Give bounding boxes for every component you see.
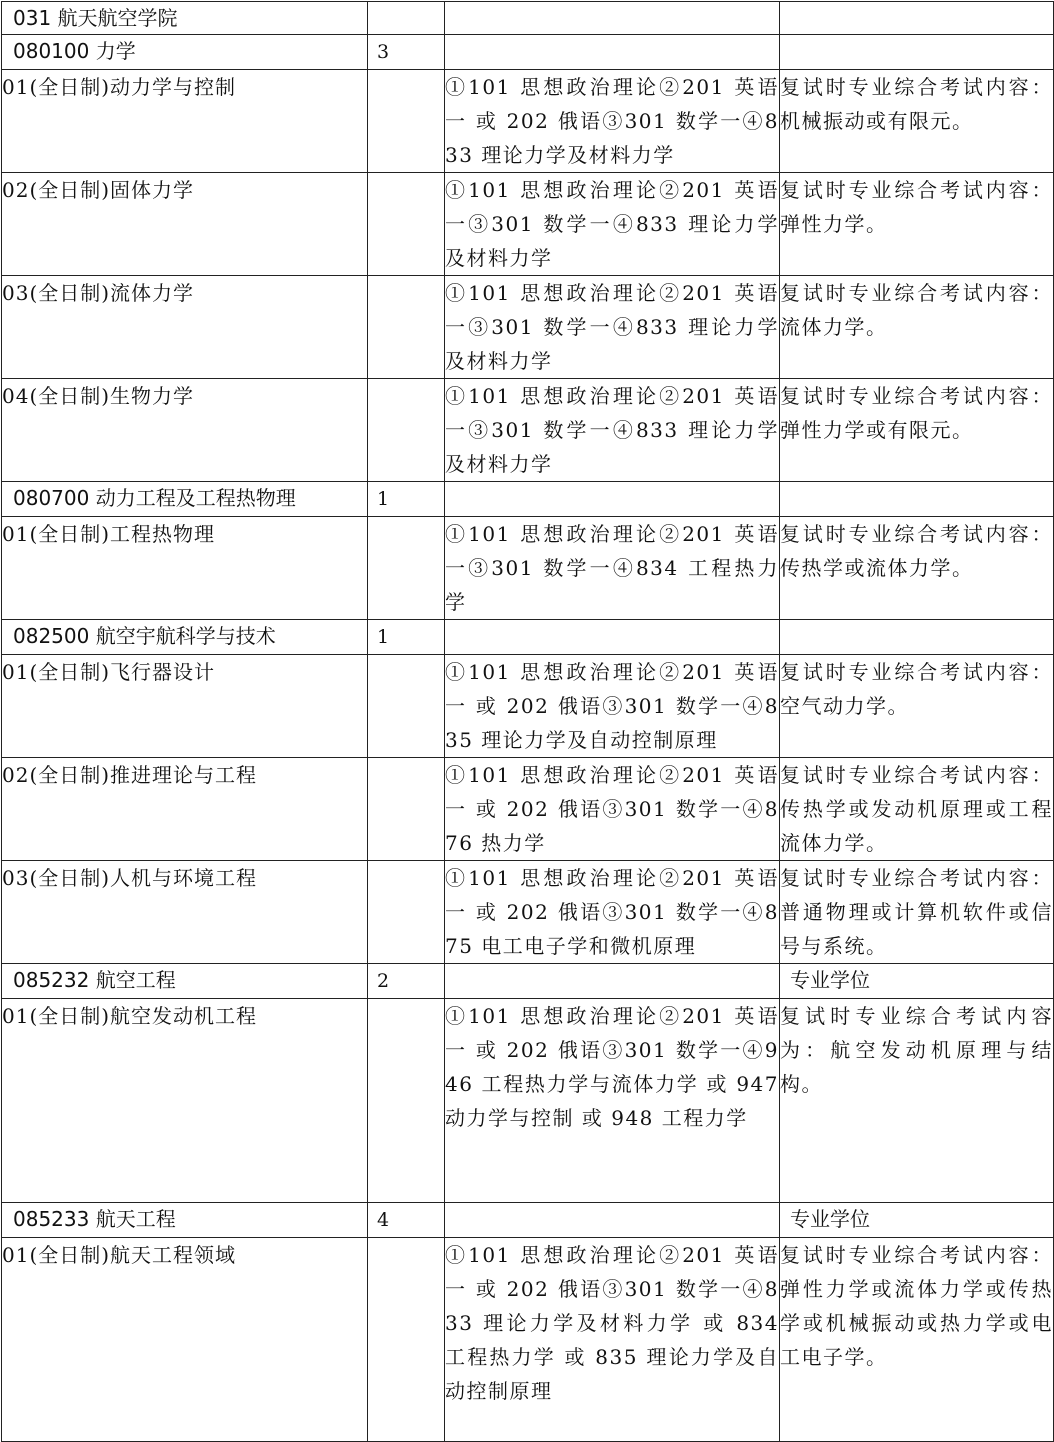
direction-name: 01(全日制)工程热物理 bbox=[2, 517, 368, 620]
exam-subjects: ①101 思想政治理论②201 英语一 或 202 俄语③301 数学一④833 理论力学及材料力学 bbox=[445, 70, 780, 173]
major-name: 085232 航空工程 bbox=[2, 964, 368, 999]
enrollment-count: 1 bbox=[368, 620, 445, 655]
enrollment-count bbox=[368, 1238, 445, 1442]
enrollment-count bbox=[368, 2, 445, 35]
remark-cell bbox=[780, 2, 1054, 35]
major-row bbox=[2, 35, 1054, 70]
degree-type-note: 专业学位 bbox=[780, 964, 1054, 999]
direction-row bbox=[2, 173, 1054, 276]
exam-subjects: ①101 思想政治理论②201 英语一 或 202 俄语③301 数学一④833 理论力学及材料力学 或 834 工程热力学 或 835 理论力学及自动控制原理 bbox=[445, 1238, 780, 1442]
college-row bbox=[2, 2, 1054, 35]
major-row bbox=[2, 482, 1054, 517]
direction-name: 01(全日制)航天工程领域 bbox=[2, 1238, 368, 1442]
enrollment-count bbox=[368, 655, 445, 758]
enrollment-count: 1 bbox=[368, 482, 445, 517]
direction-name: 01(全日制)动力学与控制 bbox=[2, 70, 368, 173]
major-name: 085233 航天工程 bbox=[2, 1203, 368, 1238]
direction-row bbox=[2, 276, 1054, 379]
direction-remark: 复试时专业综合考试内容：空气动力学。 bbox=[780, 655, 1054, 758]
enrollment-catalog-table bbox=[1, 1, 1054, 1442]
direction-remark: 复试时专业综合考试内容为：航空发动机原理与结构。 bbox=[780, 999, 1054, 1203]
direction-row bbox=[2, 379, 1054, 482]
direction-row bbox=[2, 999, 1054, 1203]
direction-row bbox=[2, 861, 1054, 964]
degree-type-note: 专业学位 bbox=[780, 1203, 1054, 1238]
exam-subjects: ①101 思想政治理论②201 英语一③301 数学一④833 理论力学及材料力学 bbox=[445, 276, 780, 379]
enrollment-count: 3 bbox=[368, 35, 445, 70]
exam-subjects-cell bbox=[445, 1203, 780, 1238]
exam-subjects-cell bbox=[445, 35, 780, 70]
direction-name: 02(全日制)固体力学 bbox=[2, 173, 368, 276]
direction-name: 04(全日制)生物力学 bbox=[2, 379, 368, 482]
major-note bbox=[780, 620, 1054, 655]
direction-name: 01(全日制)航空发动机工程 bbox=[2, 999, 368, 1203]
direction-remark: 复试时专业综合考试内容：弹性力学或有限元。 bbox=[780, 379, 1054, 482]
exam-subjects-cell bbox=[445, 2, 780, 35]
enrollment-count bbox=[368, 999, 445, 1203]
direction-name: 03(全日制)人机与环境工程 bbox=[2, 861, 368, 964]
direction-remark: 复试时专业综合考试内容：弹性力学。 bbox=[780, 173, 1054, 276]
exam-subjects-cell bbox=[445, 620, 780, 655]
direction-row bbox=[2, 517, 1054, 620]
direction-remark: 复试时专业综合考试内容：普通物理或计算机软件或信号与系统。 bbox=[780, 861, 1054, 964]
exam-subjects: ①101 思想政治理论②201 英语一③301 数学一④833 理论力学及材料力学 bbox=[445, 173, 780, 276]
exam-subjects: ①101 思想政治理论②201 英语一 或 202 俄语③301 数学一④835 理论力学及自动控制原理 bbox=[445, 655, 780, 758]
major-row bbox=[2, 1203, 1054, 1238]
direction-remark: 复试时专业综合考试内容：传热学或发动机原理或工程流体力学。 bbox=[780, 758, 1054, 861]
direction-name: 01(全日制)飞行器设计 bbox=[2, 655, 368, 758]
direction-remark: 复试时专业综合考试内容：流体力学。 bbox=[780, 276, 1054, 379]
direction-remark: 复试时专业综合考试内容：机械振动或有限元。 bbox=[780, 70, 1054, 173]
college-name: 031 航天航空学院 bbox=[2, 2, 368, 35]
exam-subjects: ①101 思想政治理论②201 英语一③301 数学一④833 理论力学及材料力学 bbox=[445, 379, 780, 482]
direction-row bbox=[2, 1238, 1054, 1442]
direction-remark: 复试时专业综合考试内容：传热学或流体力学。 bbox=[780, 517, 1054, 620]
major-name: 080100 力学 bbox=[2, 35, 368, 70]
major-row bbox=[2, 964, 1054, 999]
exam-subjects-cell bbox=[445, 964, 780, 999]
exam-subjects: ①101 思想政治理论②201 英语一 或 202 俄语③301 数学一④876 热力学 bbox=[445, 758, 780, 861]
direction-row bbox=[2, 758, 1054, 861]
enrollment-count bbox=[368, 861, 445, 964]
enrollment-count bbox=[368, 70, 445, 173]
major-name: 080700 动力工程及工程热物理 bbox=[2, 482, 368, 517]
enrollment-count: 2 bbox=[368, 964, 445, 999]
direction-name: 03(全日制)流体力学 bbox=[2, 276, 368, 379]
major-row bbox=[2, 620, 1054, 655]
direction-remark: 复试时专业综合考试内容：弹性力学或流体力学或传热学或机械振动或热力学或电工电子学。 bbox=[780, 1238, 1054, 1442]
direction-name: 02(全日制)推进理论与工程 bbox=[2, 758, 368, 861]
major-note bbox=[780, 35, 1054, 70]
major-name: 082500 航空宇航科学与技术 bbox=[2, 620, 368, 655]
enrollment-count bbox=[368, 173, 445, 276]
exam-subjects: ①101 思想政治理论②201 英语一 或 202 俄语③301 数学一④946 工程热力学与流体力学 或 947 动力学与控制 或 948 工程力学 bbox=[445, 999, 780, 1203]
enrollment-count bbox=[368, 517, 445, 620]
direction-row bbox=[2, 70, 1054, 173]
exam-subjects-cell bbox=[445, 482, 780, 517]
enrollment-count bbox=[368, 758, 445, 861]
enrollment-count bbox=[368, 379, 445, 482]
major-note bbox=[780, 482, 1054, 517]
exam-subjects: ①101 思想政治理论②201 英语一 或 202 俄语③301 数学一④875 电工电子学和微机原理 bbox=[445, 861, 780, 964]
exam-subjects: ①101 思想政治理论②201 英语一③301 数学一④834 工程热力学 bbox=[445, 517, 780, 620]
direction-row bbox=[2, 655, 1054, 758]
enrollment-count: 4 bbox=[368, 1203, 445, 1238]
enrollment-count bbox=[368, 276, 445, 379]
